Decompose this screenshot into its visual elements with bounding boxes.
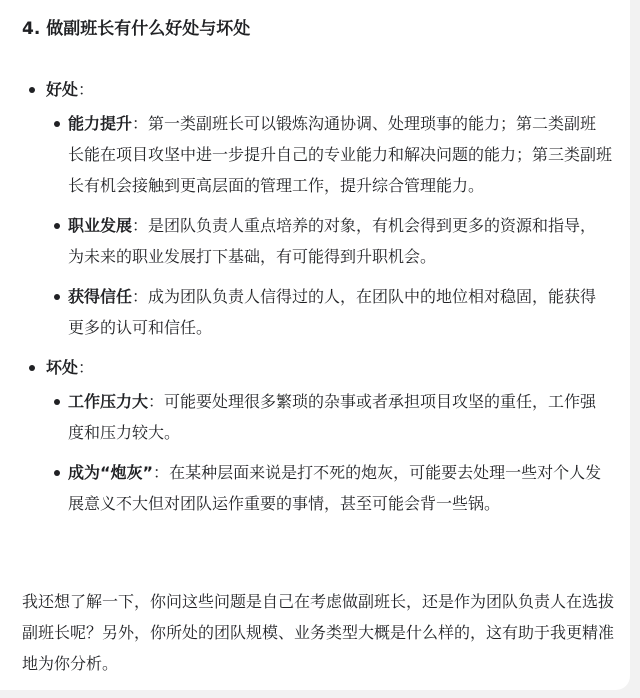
pros-title (46, 74, 612, 106)
item-separator: ： (132, 287, 149, 306)
section-title: 做副班长有什么好处与坏处 (46, 19, 251, 39)
pros-list (46, 108, 612, 343)
item-separator: ： (132, 114, 149, 133)
item-separator: ： (132, 216, 149, 235)
cons-list (46, 386, 612, 519)
section-heading (22, 14, 612, 44)
pros-title-colon: ： (78, 80, 95, 99)
closing-paragraph: 我还想了解一下，你问这些问题是自己在考虑做副班长，还是作为团队负责人在选拔副班长呢？另外，你所处的团队规模、业务类型大概是什么样的，这有助于我更精准地为你分析。 (22, 592, 615, 673)
list-item (46, 210, 612, 272)
list-item (46, 281, 612, 343)
list-item (46, 386, 612, 448)
list-item (46, 108, 612, 201)
item-text: 第一类副班长可以锻炼沟通协调、处理琐事的能力；第二类副班长能在项目攻坚中进一步提升自己的专业能力和解决问题的能力；第三类副班长有机会接触到更高层面的管理工作，提升综合管理能力。 (68, 114, 613, 195)
list-item (46, 457, 612, 519)
cons-section (22, 352, 612, 519)
section-number: 4. (22, 19, 41, 39)
item-separator: ： (153, 463, 170, 482)
pros-section (22, 74, 612, 343)
item-term: 获得信任 (68, 287, 133, 306)
pros-cons-list (22, 74, 612, 519)
cons-title (46, 352, 612, 384)
cons-title-colon: ： (78, 358, 95, 377)
pros-title-text: 好处 (46, 80, 79, 99)
item-text: 可能要处理很多繁琐的杂事或者承担项目攻坚的重任，工作强度和压力较大。 (68, 392, 597, 442)
item-separator: ： (148, 392, 165, 411)
cons-title-text: 坏处 (46, 358, 79, 377)
item-term: 职业发展 (68, 216, 133, 235)
item-text: 在某种层面来说是打不死的炮灰，可能要去处理一些对个人发展意义不大但对团队运作重要的事情，甚至可能会背一些锅。 (68, 463, 602, 513)
item-text: 是团队负责人重点培养的对象，有机会得到更多的资源和指导，为未来的职业发展打下基础，有可能得到升职机会。 (68, 216, 597, 266)
item-term: 能力提升 (68, 114, 133, 133)
item-term: 工作压力大 (68, 392, 149, 411)
item-text: 成为团队负责人信得过的人，在团队中的地位相对稳固，能获得更多的认可和信任。 (68, 287, 597, 337)
item-term: 成为“炮灰” (68, 463, 154, 482)
